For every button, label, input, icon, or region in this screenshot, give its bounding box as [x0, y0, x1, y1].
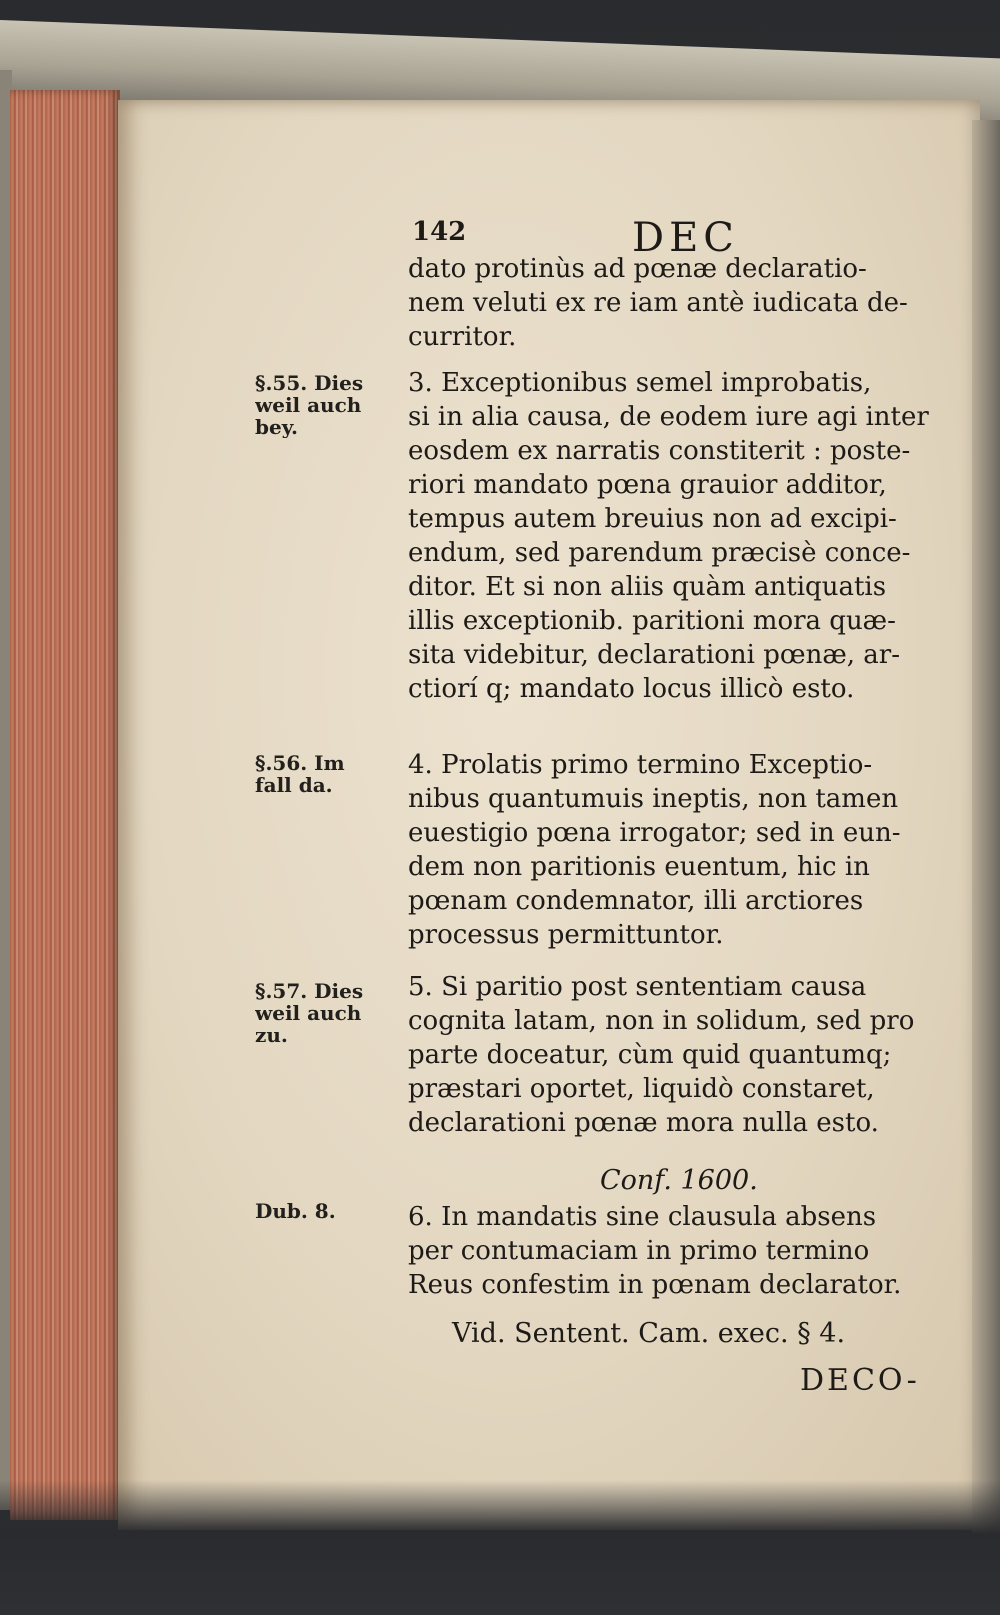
text-line: declarationi pœnæ mora nulla esto.: [408, 1108, 879, 1138]
text-line: endum, sed parendum præcisè conce-: [408, 538, 911, 568]
margin-note-line: bey.: [255, 416, 298, 438]
margin-note-line: zu.: [255, 1024, 288, 1046]
margin-note-line: §.55. Dies: [255, 372, 364, 394]
text-line: nibus quantumuis ineptis, non tamen: [408, 784, 899, 814]
text-line: nem veluti ex re iam antè iudicata de-: [408, 288, 908, 318]
margin-note-line: Dub. 8.: [255, 1200, 336, 1222]
text-line: 5. Si paritio post sententiam causa: [408, 972, 867, 1002]
text-line: pœnam condemnator, illi arctiores: [408, 886, 864, 916]
text-line: sita videbitur, declarationi pœnæ, ar-: [408, 640, 901, 670]
paragraph-4: [408, 748, 953, 952]
text-line: si in alia causa, de eodem iure agi inter: [408, 402, 929, 432]
text-line: cognita latam, non in solidum, sed pro: [408, 1006, 915, 1036]
closing-reference: Vid. Sentent. Cam. exec. § 4.: [452, 1318, 846, 1349]
text-line: dato protinùs ad pœnæ declaratio-: [408, 254, 867, 284]
text-line: tempus autem breuius non ad excipi-: [408, 504, 897, 534]
text-line: ditor. Et si non aliis quàm antiquatis: [408, 572, 887, 602]
margin-note: [255, 372, 395, 438]
citation: Conf. 1600.: [600, 1165, 758, 1196]
page-edges: [10, 90, 120, 1520]
text-line: curritor.: [408, 322, 517, 352]
text-line: per contumaciam in primo termino: [408, 1236, 870, 1266]
text-line: 3. Exceptionibus semel improbatis,: [408, 368, 872, 398]
paragraph-5: [408, 970, 953, 1140]
margin-note-line: fall da.: [255, 774, 333, 796]
text-line: illis exceptionib. paritioni mora quæ-: [408, 606, 896, 636]
margin-note-line: §.57. Dies: [255, 980, 364, 1002]
margin-note: [255, 980, 395, 1046]
intro-text: [408, 252, 953, 354]
margin-note: [255, 1200, 395, 1222]
margin-note-line: weil auch: [255, 394, 362, 416]
text-line: processus permittuntor.: [408, 920, 724, 950]
margin-note-line: weil auch: [255, 1002, 362, 1024]
paragraph-6: [408, 1200, 953, 1302]
text-line: riori mandato pœna grauior additor,: [408, 470, 887, 500]
margin-note: [255, 752, 395, 796]
background-shadow: [0, 1480, 1000, 1615]
text-line: parte doceatur, cùm quid quantumq;: [408, 1040, 892, 1070]
margin-note-line: §.56. Im: [255, 752, 345, 774]
text-line: Reus confestim in pœnam declarator.: [408, 1270, 902, 1300]
text-line: ctiorí q; mandato locus illicò esto.: [408, 674, 855, 704]
running-head: DEC: [632, 215, 739, 261]
text-line: 6. In mandatis sine clausula absens: [408, 1202, 877, 1232]
paragraph-3: [408, 366, 953, 706]
page-number: 142: [412, 217, 467, 247]
text-line: eosdem ex narratis constiterit : poste-: [408, 436, 911, 466]
text-line: præstari oportet, liquidò constaret,: [408, 1074, 875, 1104]
catchword: DECO-: [800, 1363, 920, 1398]
text-line: dem non paritionis euentum, hic in: [408, 852, 870, 882]
text-line: euestigio pœna irrogator; sed in eun-: [408, 818, 901, 848]
text-line: 4. Prolatis primo termino Exceptio-: [408, 750, 873, 780]
page-gutter-shadow: [972, 120, 1000, 1540]
